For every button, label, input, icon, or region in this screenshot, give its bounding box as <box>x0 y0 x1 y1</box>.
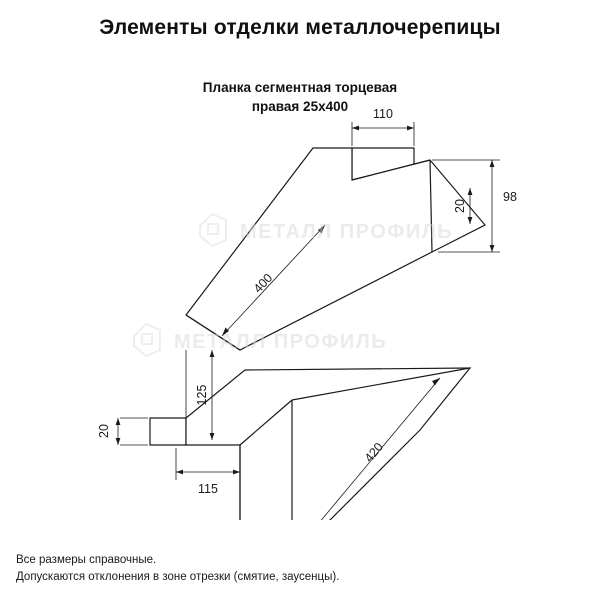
watermark-text-upper: МЕТАЛЛ ПРОФИЛЬ <box>240 221 454 243</box>
dim-label-125: 125 <box>195 384 209 406</box>
dim-label-20-right: 20 <box>453 199 467 213</box>
dim-arrow-110-right <box>407 126 414 131</box>
dim-arrow-98-top <box>490 160 495 167</box>
notes <box>16 552 339 586</box>
dim-label-20-left: 20 <box>97 424 111 438</box>
upper-body-outline <box>186 148 485 350</box>
dim-arrow-110-left <box>352 126 359 131</box>
dim-arrow-125-top <box>210 350 215 357</box>
product-name-line-1: Планка сегментная торцевая <box>202 80 398 95</box>
note-line-1: Все размеры справочные. <box>16 554 157 566</box>
dim-arrow-20r-top <box>468 188 473 195</box>
page-title: Элементы отделки металлочерепицы <box>99 16 501 39</box>
dim-arrow-20l-top <box>116 418 121 425</box>
technical-drawing <box>0 100 600 520</box>
dim-arrow-98-bottom <box>490 245 495 252</box>
dim-label-115: 115 <box>198 482 218 496</box>
dim-arrow-115-right <box>233 470 240 475</box>
dim-arrow-115-left <box>176 470 183 475</box>
dim-label-400: 400 <box>250 270 276 296</box>
product-name-line-2: правая 25х400 <box>251 99 349 114</box>
dim-label-110: 110 <box>373 107 393 121</box>
dim-label-98: 98 <box>503 190 517 204</box>
left-flange-outline <box>150 418 186 445</box>
lower-body-outline <box>186 368 470 520</box>
note-line-2: Допускаются отклонения в зоне отрезки (смятие, заусенцы). <box>16 571 340 583</box>
drawing-canvas <box>0 100 600 520</box>
watermark-text-lower: МЕТАЛЛ ПРОФИЛЬ <box>174 331 388 353</box>
dim-label-420: 420 <box>361 439 387 465</box>
dim-arrow-20l-bottom <box>116 438 121 445</box>
